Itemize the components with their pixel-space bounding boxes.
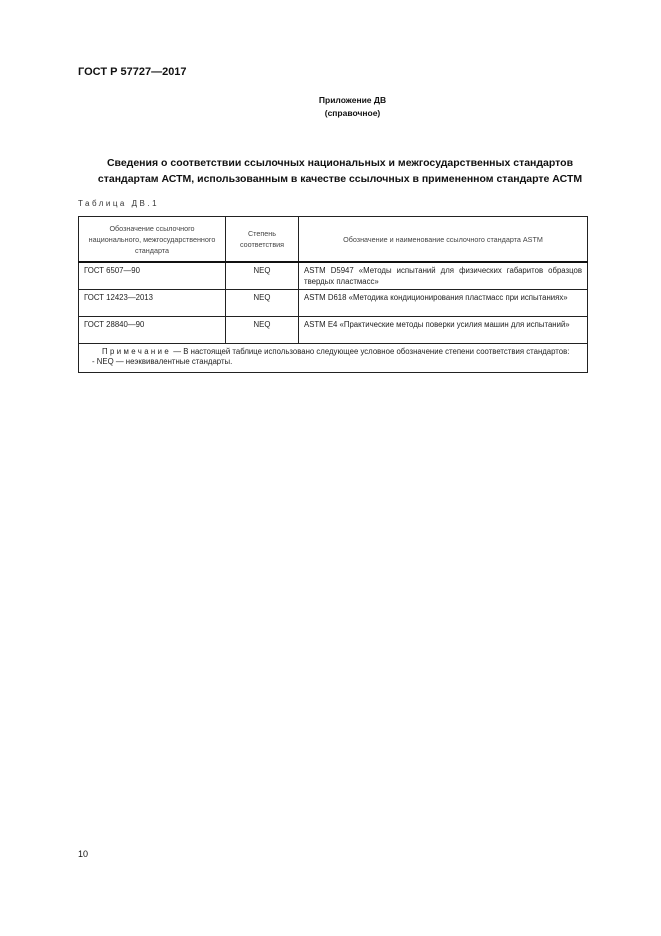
note-label: Примечание	[102, 347, 172, 356]
table-header-row	[79, 217, 588, 263]
cell-astm: ASTM D5947 «Методы испытаний для физических габаритов образцов твердых пластмасс»	[299, 262, 588, 290]
standards-table	[78, 216, 588, 373]
appendix-subtitle: (справочное)	[324, 108, 381, 118]
title-line-1: Сведения о соответствии ссылочных национальных и межгосударственных стандартов	[106, 157, 574, 169]
cell-degree: NEQ	[226, 290, 299, 317]
table-caption: Таблица ДВ.1	[78, 199, 160, 208]
table-note	[79, 344, 588, 373]
document-header: ГОСТ Р 57727—2017	[78, 66, 187, 78]
cell-degree: NEQ	[226, 262, 299, 290]
cell-gost: ГОСТ 28840—90	[79, 317, 226, 344]
header-degree: Степень соответствия	[226, 217, 299, 263]
note-text: — В настоящей таблице использовано следующее условное обозначение степени соответствия стандартов:	[171, 347, 570, 356]
page-number: 10	[78, 849, 89, 859]
cell-gost: ГОСТ 6507—90	[79, 262, 226, 290]
header-astm: Обозначение и наименование ссылочного стандарта ASTM	[299, 217, 588, 263]
appendix-title: Приложение ДВ	[318, 95, 387, 105]
table-row	[79, 317, 588, 344]
cell-degree: NEQ	[226, 317, 299, 344]
cell-gost: ГОСТ 12423—2013	[79, 290, 226, 317]
section-title	[70, 155, 610, 187]
table-note-row	[79, 344, 588, 373]
title-line-2: стандартам АСТМ, использованным в качестве ссылочных в примененном стандарте АСТМ	[97, 173, 583, 185]
cell-astm: ASTM E4 «Практические методы поверки усилия машин для испытаний»	[299, 317, 588, 344]
table-row	[79, 262, 588, 290]
note-item: - NEQ — неэквивалентные стандарты.	[92, 357, 233, 366]
header-national-standard: Обозначение ссылочного национального, межгосударственного стандарта	[79, 217, 226, 263]
appendix-heading	[22, 94, 661, 120]
table-row	[79, 290, 588, 317]
cell-astm: ASTM D618 «Методика кондиционирования пластмасс при испытаниях»	[299, 290, 588, 317]
